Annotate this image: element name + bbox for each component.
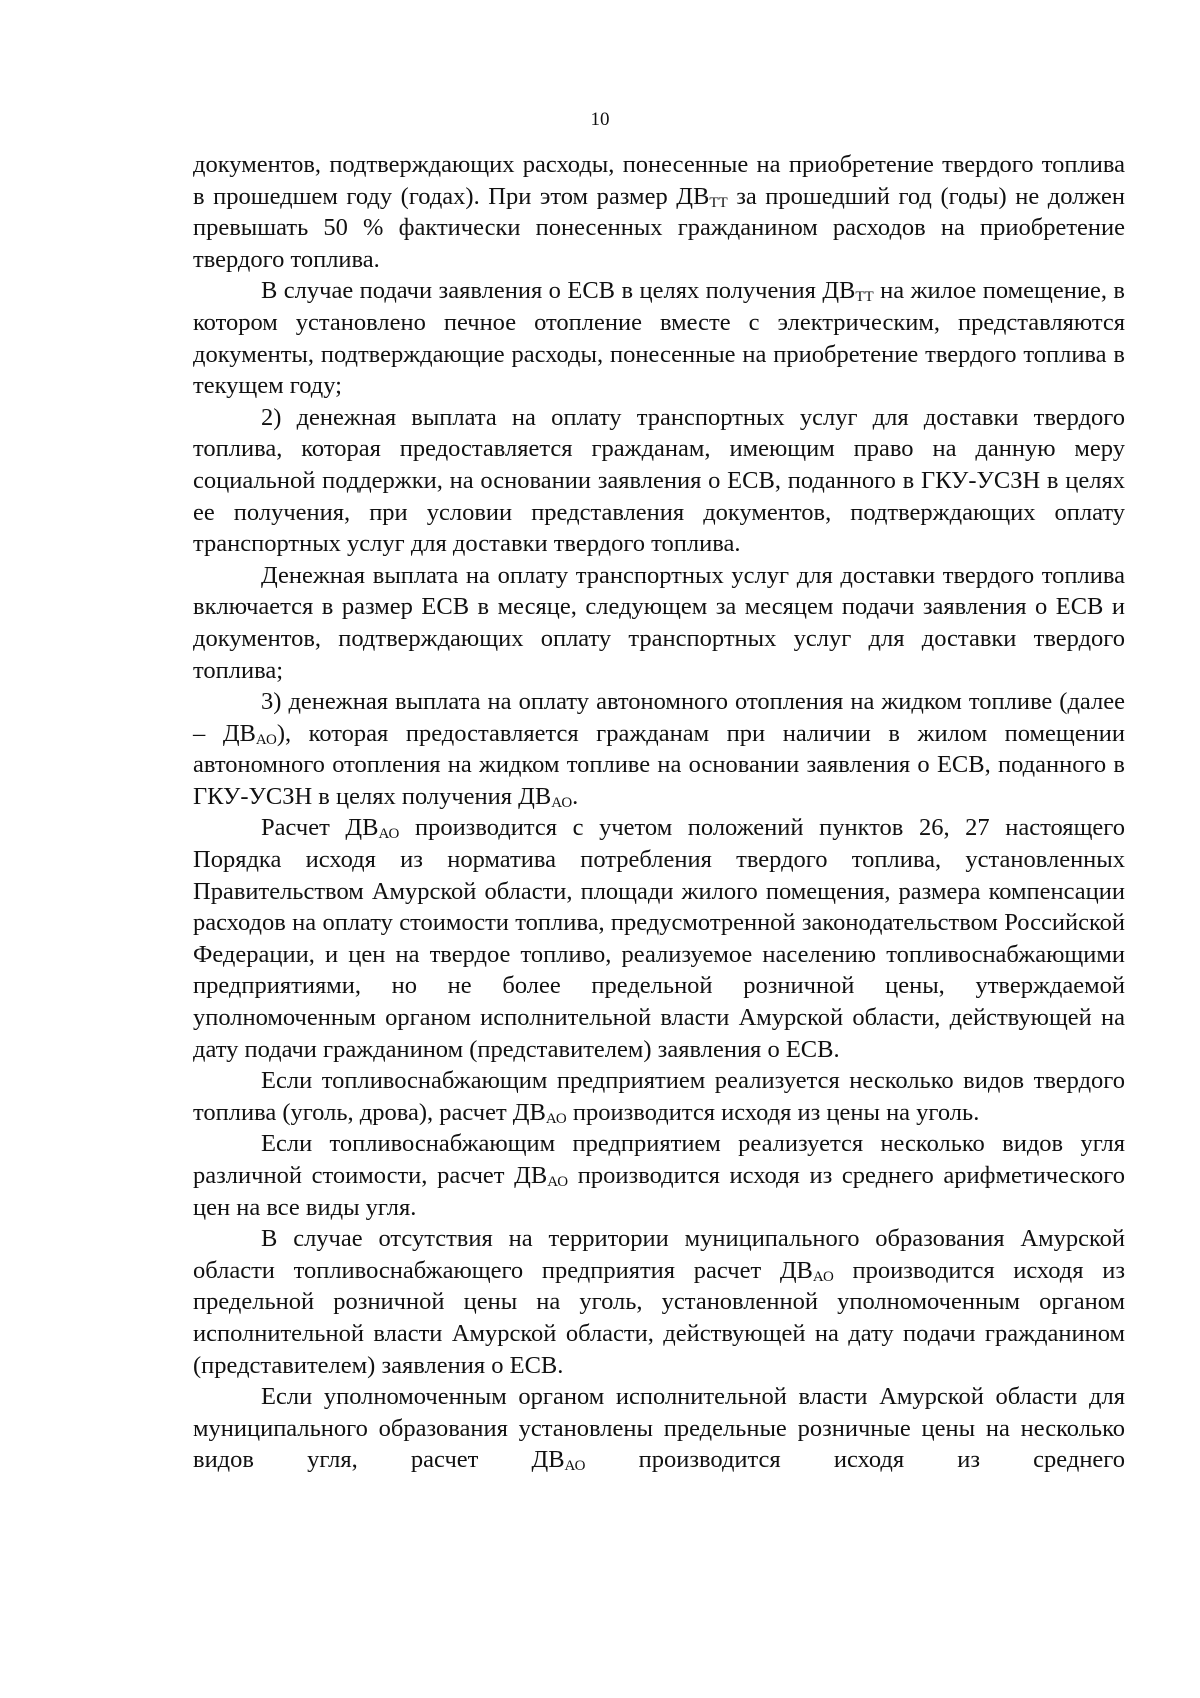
page-number: 10	[590, 109, 610, 130]
text-run: Если топливоснабжающим предприятием реализуется несколько видов твердого топлива (уголь, дрова), расчет ДВ	[193, 1067, 1125, 1126]
paragraph	[193, 560, 1125, 686]
paragraph	[193, 1381, 1125, 1476]
text-run: за прошедший год (годы) не должен превышать 50 % фактически понесенных гражданином расходов на приобретение твердого топлива.	[193, 182, 1125, 273]
subscript: АО	[564, 1458, 586, 1475]
text-run: Если уполномоченным органом исполнительной власти Амурской области для муниципального образования установлены предельные розничные цены на несколько видов угля, расчет ДВ	[193, 1383, 1125, 1474]
document-body	[193, 149, 1125, 1476]
paragraph	[193, 1223, 1125, 1381]
text-run: 2) денежная выплата на оплату транспортных услуг для доставки твердого топлива, которая предоставляется гражданам, имеющим право на данную меру социальной поддержки, на основании заявления о ЕСВ, поданного в ГКУ-УСЗН в целях ее получения, при условии представления документов, подтверждающих оплату транспортных услуг для доставки твердого топлива.	[193, 403, 1125, 558]
text-run: В случае подачи заявления о ЕСВ в целях получения ДВ	[261, 277, 856, 305]
text-run: производится с учетом положений пунктов 26, 27 настоящего Порядка исходя из норматива потребления твердого топлива, установленных Правительством Амурской области, площади жилого помещения, размера компенсации расходов на оплату стоимости топлива, предусмотренной законодательством Российской Федерации, и цен на твердое топливо, реализуемое населению топливоснабжающими предприятиями, но не более предельной розничной цены, утверждаемой уполномоченным органом исполнительной власти Амурской области, действующей на дату подачи гражданином (представителем) заявления о ЕСВ.	[193, 814, 1125, 1063]
paragraph	[193, 1065, 1125, 1128]
text-run: производится исходя из среднего	[585, 1446, 1125, 1474]
paragraph	[193, 686, 1125, 812]
paragraph	[193, 812, 1125, 1065]
subscript: ТТ	[709, 194, 728, 211]
text-run: Денежная выплата на оплату транспортных услуг для доставки твердого топлива включается в размер ЕСВ в месяце, следующем за месяцем подачи заявления о ЕСВ и документов, подтверждающих оплату транспортных услуг для доставки твердого топлива;	[193, 561, 1125, 684]
paragraph	[193, 1128, 1125, 1223]
subscript: АО	[255, 731, 277, 748]
text-run: производится исходя из среднего арифметического цен на все виды угля.	[193, 1162, 1125, 1221]
text-run: .	[572, 782, 579, 810]
subscript: АО	[547, 1174, 569, 1190]
subscript: АО	[378, 826, 400, 843]
text-run: Если топливоснабжающим предприятием реализуется несколько видов угля различной стоимости, расчет ДВ	[193, 1130, 1125, 1189]
text-run: ), которая предоставляется гражданам при наличии в жилом помещении автономного отопления на жидком топливе на основании заявления о ЕСВ, поданного в ГКУ-УСЗН в целях получения ДВ	[193, 719, 1126, 810]
text-run: производится исходя из предельной розничной цены на уголь, установленной уполномоченным органом исполнительной власти Амурской области, действующей на дату подачи гражданином (представителем) заявления о ЕСВ.	[193, 1256, 1125, 1379]
text-run: на жилое помещение, в котором установлено печное отопление вместе с электрическим, представляются документы, подтверждающие расходы, понесенные на приобретение твердого топлива в текущем году;	[193, 277, 1125, 400]
text-run: документов, подтверждающих расходы, понесенные на приобретение твердого топлива в прошедшем году (годах). При этом размер ДВ	[193, 151, 1125, 210]
paragraph	[193, 402, 1125, 560]
subscript: ТТ	[855, 289, 874, 306]
subscript: АО	[551, 794, 573, 811]
paragraph	[193, 275, 1125, 401]
text-run: В случае отсутствия на территории муниципального образования Амурской области топливоснабжающего предприятия расчет ДВ	[193, 1225, 1125, 1284]
text-run: 3) денежная выплата на оплату автономного отопления на жидком топливе (далее – ДВ	[193, 688, 1125, 747]
text-run: производится исходя из цены на уголь.	[566, 1098, 980, 1126]
text-run: Расчет ДВ	[261, 814, 379, 842]
paragraph	[193, 149, 1125, 275]
subscript: АО	[812, 1268, 834, 1285]
subscript: АО	[545, 1110, 567, 1127]
